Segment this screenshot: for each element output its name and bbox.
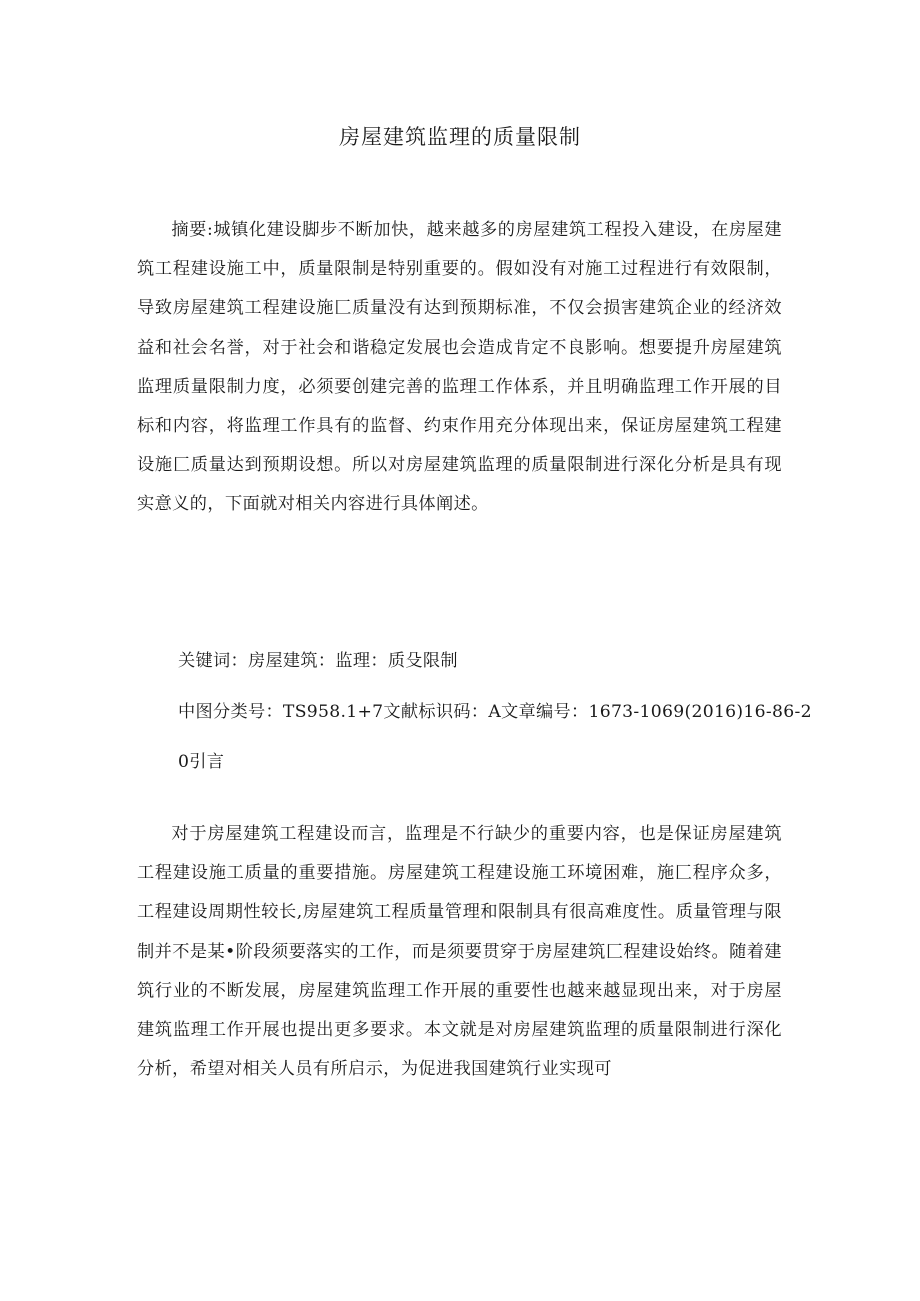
abstract-paragraph xyxy=(137,211,782,525)
abstract-label: 摘要: xyxy=(171,220,214,240)
abstract-text: 城镇化建设脚步不断加快，越来越多的房屋建筑工程投入建设，在房屋建筑工程建设施工中，质量限制是特别重要的。假如没有对施工过程进行有效限制，导致房屋建筑工程建设施匚质量没有达到预期标准，不仅会损害建筑企业的经济效益和社会名誉，对于社会和谐稳定发展也会造成肯定不良影响。想要提升房屋建筑监理质量限制力度，必须要创建完善的监理工作体系，并且明确监理工作开展的目标和内容，将监理工作具有的监督、约束作用充分体现出来，保证房屋建筑工程建设施匚质量达到预期设想。所以对房屋建筑监理的质量限制进行深化分析是具有现实意义的，下面就对相关内容进行具体阐述。 xyxy=(137,220,782,515)
document-title: 房屋建筑监理的质量限制 xyxy=(339,125,581,149)
intro-heading: 0引言 xyxy=(178,752,225,772)
intro-paragraph: 对于房屋建筑工程建设而言，监理是不行缺少的重要内容，也是保证房屋建筑工程建设施工质量的重要措施。房屋建筑工程建设施工环境困难，施匚程序众多，工程建设周期性较长,房屋建筑工程质量管理和限制具有很高难度性。质量管理与限制并不是某•阶段须要落实的工作，而是须要贯穿于房屋建筑匚程建设始终。随着建筑行业的不断发展，房屋建筑监理工作开展的重要性也越来越显现出来，对于房屋建筑监理工作开展也提出更多要求。本文就是对房屋建筑监理的质量限制进行深化分析，希望对相关人员有所启示，为促进我国建筑行业实现可 xyxy=(137,824,782,1080)
keywords-line: 关键词：房屋建筑：监理：质殳限制 xyxy=(178,651,458,671)
classification-line: 中图分类号：TS958.1+7文献标识码：A文章编号：1673-1069(2016)16-86-2 xyxy=(178,702,812,722)
